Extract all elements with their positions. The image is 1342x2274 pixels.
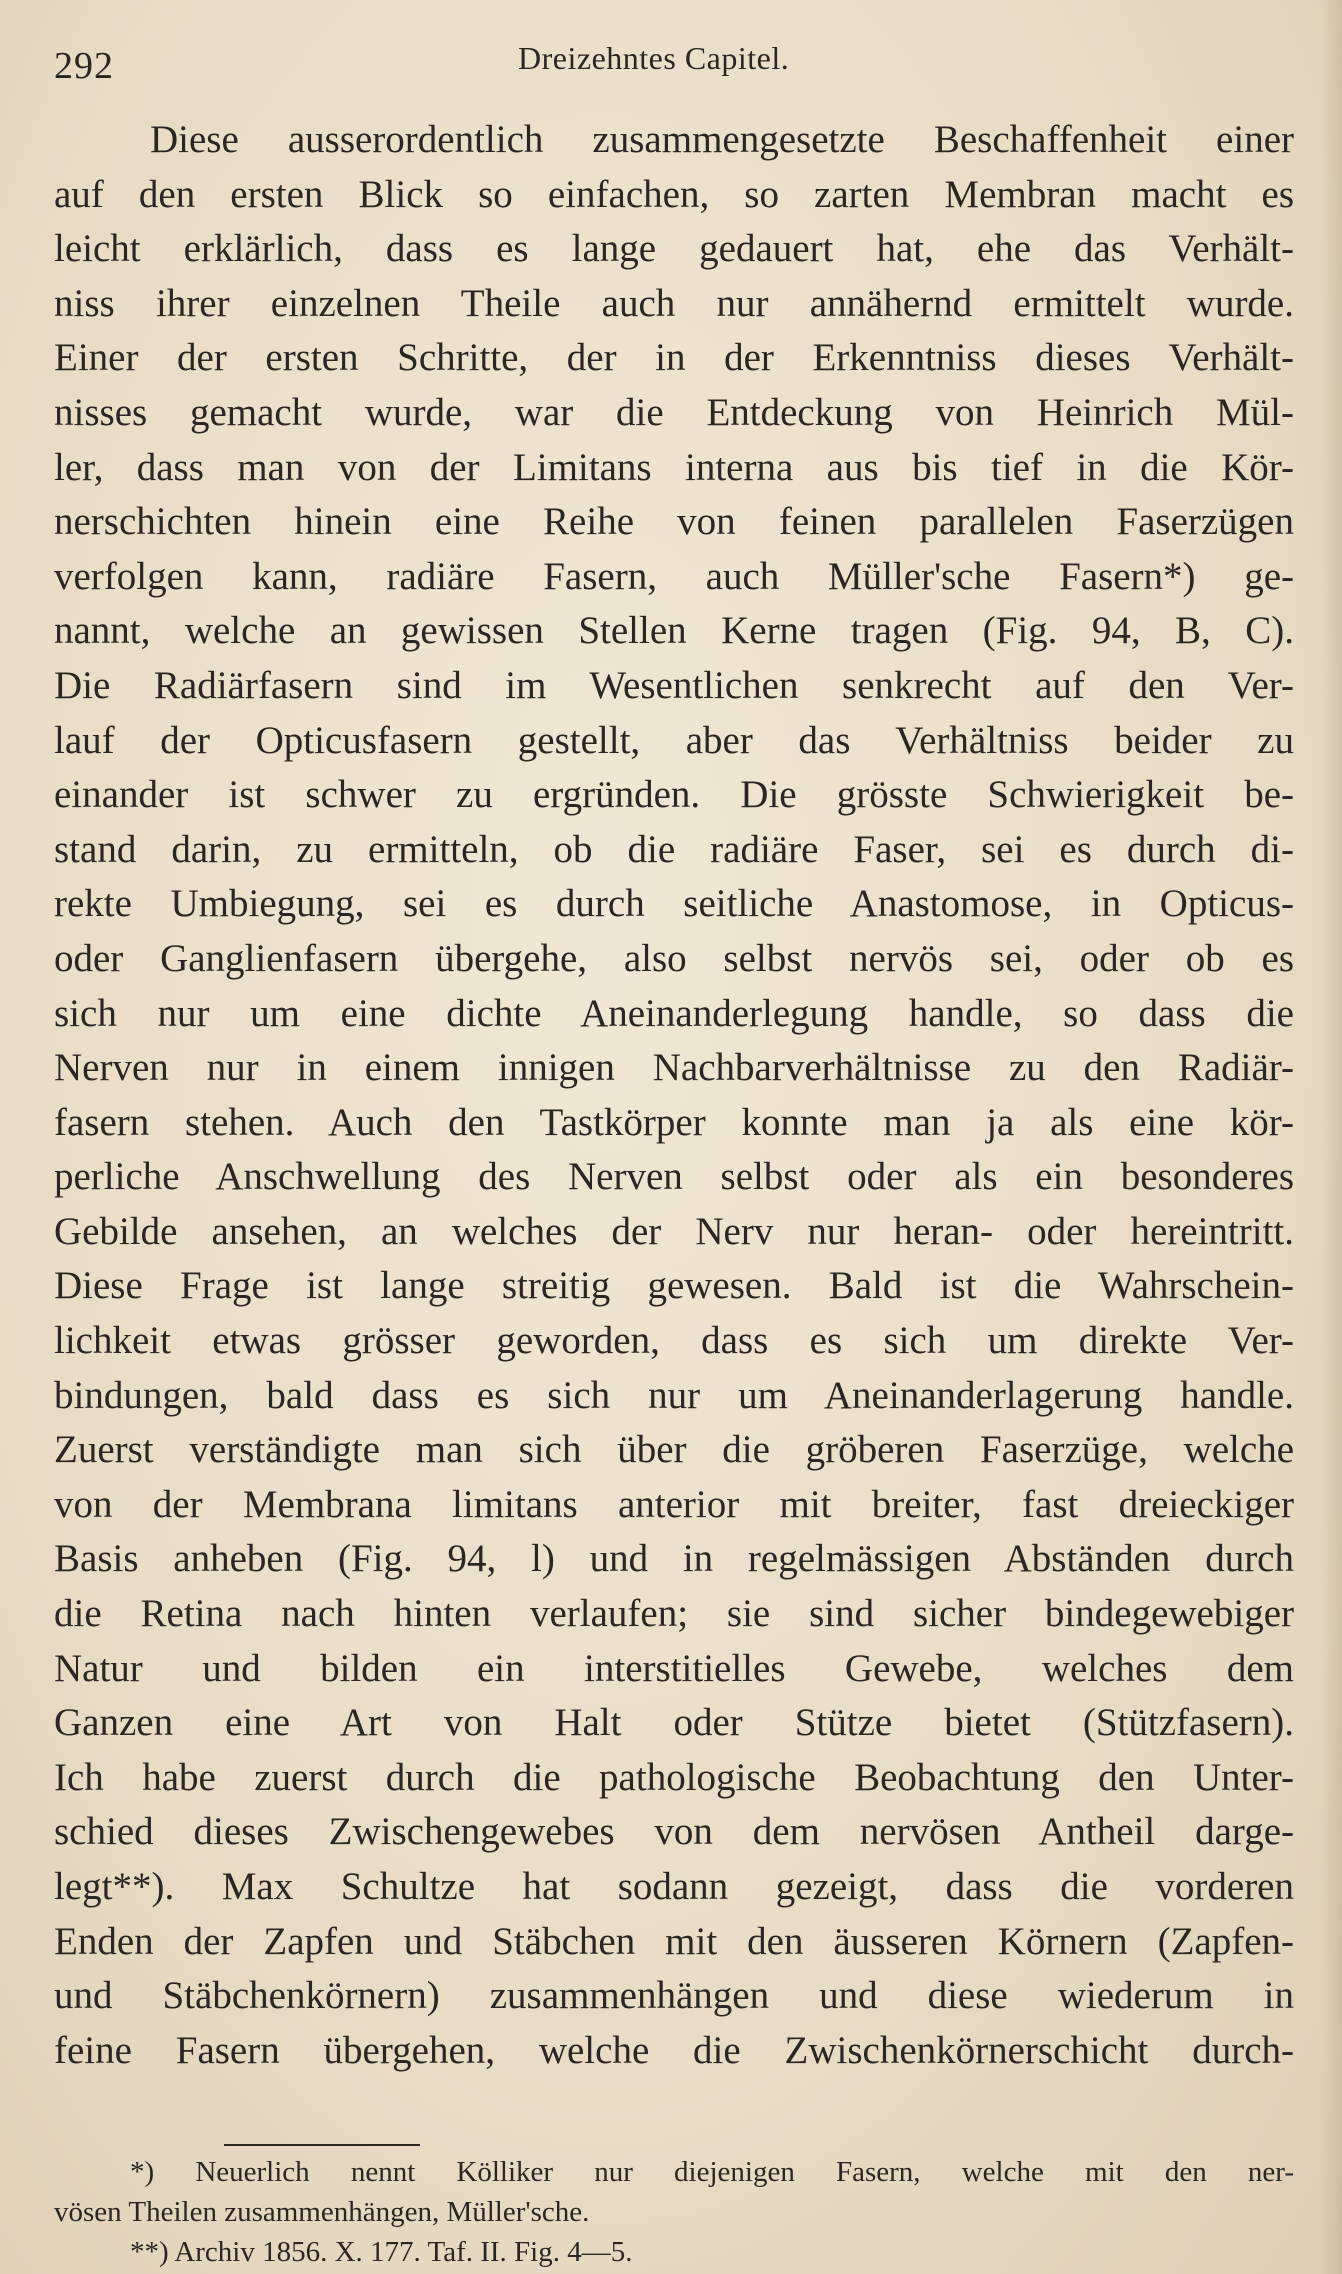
text-line: nisses gemacht wurde, war die Entdeckung von Heinrich Mül- — [54, 390, 1294, 434]
text-line: verfolgen kann, radiäre Fasern, auch Müller'sche Fasern*) ge- — [54, 554, 1294, 598]
text-line: niss ihrer einzelnen Theile auch nur annähernd ermittelt wurde. — [54, 281, 1294, 325]
text-line: Einer der ersten Schritte, der in der Erkenntniss dieses Verhält- — [54, 336, 1294, 380]
footnote-line: *) Neuerlich nennt Kölliker nur diejenigen Fasern, welche mit den ner- — [130, 2156, 1294, 2188]
running-head: Dreizehntes Capitel. — [518, 40, 790, 76]
text-line: von der Membrana limitans anterior mit breiter, fast dreieckiger — [54, 1482, 1294, 1526]
text-line: Natur und bilden ein interstitielles Gewebe, welches dem — [54, 1646, 1294, 1690]
text-line: lauf der Opticusfasern gestellt, aber das Verhältniss beider zu — [54, 718, 1294, 762]
text-line: leicht erklärlich, dass es lange gedauert hat, ehe das Verhält- — [54, 227, 1294, 271]
text-line: Basis anheben (Fig. 94, l) und in regelmässigen Abständen durch — [54, 1537, 1294, 1581]
text-line: feine Fasern übergehen, welche die Zwischenkörnerschicht durch- — [54, 2028, 1294, 2072]
text-line: ler, dass man von der Limitans interna aus bis tief in die Kör- — [54, 445, 1294, 489]
text-line: fasern stehen. Auch den Tastkörper konnte man ja als eine kör- — [54, 1100, 1294, 1144]
text-line: Die Radiärfasern sind im Wesentlichen senkrecht auf den Ver- — [54, 663, 1294, 707]
text-line: lichkeit etwas grösser geworden, dass es sich um direkte Ver- — [54, 1319, 1294, 1363]
text-line: einander ist schwer zu ergründen. Die grösste Schwierigkeit be- — [54, 773, 1294, 817]
text-line: und Stäbchenkörnern) zusammenhängen und diese wiederum in — [54, 1974, 1294, 2018]
footnote-line: vösen Theilen zusammenhängen, Müller'sche. — [54, 2196, 590, 2228]
text-line: die Retina nach hinten verlaufen; sie sind sicher bindegewebiger — [54, 1592, 1294, 1636]
body-text — [54, 113, 1294, 2078]
footnote-divider — [224, 2144, 420, 2146]
text-line: schied dieses Zwischengewebes von dem nervösen Antheil darge- — [54, 1810, 1294, 1854]
text-line: nannt, welche an gewissen Stellen Kerne tragen (Fig. 94, B, C). — [54, 609, 1294, 653]
text-line: nerschichten hinein eine Reihe von feinen parallelen Faserzügen — [54, 500, 1294, 544]
text-line: perliche Anschwellung des Nerven selbst oder als ein besonderes — [54, 1155, 1294, 1199]
text-line: Nerven nur in einem innigen Nachbarverhältnisse zu den Radiär- — [54, 1046, 1294, 1090]
text-line: Zuerst verständigte man sich über die gröberen Faserzüge, welche — [54, 1428, 1294, 1472]
text-line: legt**). Max Schultze hat sodann gezeigt, dass die vorderen — [54, 1865, 1294, 1908]
footnote-line: **) Archiv 1856. X. 177. Taf. II. Fig. 4—5. — [130, 2236, 633, 2268]
text-line: rekte Umbiegung, sei es durch seitliche Anastomose, in Opticus- — [54, 882, 1294, 926]
text-line: stand darin, zu ermitteln, ob die radiäre Faser, sei es durch di- — [54, 827, 1294, 871]
text-line: sich nur um eine dichte Aneinanderlegung handle, so dass die — [54, 991, 1294, 1035]
text-line: auf den ersten Blick so einfachen, so zarten Membran macht es — [54, 172, 1294, 216]
text-line: Diese ausserordentlich zusammengesetzte Beschaffenheit einer — [150, 118, 1294, 161]
footnotes — [54, 2152, 1294, 2272]
page-number: 292 — [54, 45, 114, 87]
text-line: Gebilde ansehen, an welches der Nerv nur heran- oder hereintritt. — [54, 1209, 1294, 1253]
page-header — [54, 38, 1294, 90]
text-line: Diese Frage ist lange streitig gewesen. Bald ist die Wahrschein- — [54, 1264, 1294, 1308]
text-line: oder Ganglienfasern übergehe, also selbst nervös sei, oder ob es — [54, 936, 1294, 980]
text-line: Enden der Zapfen und Stäbchen mit den äusseren Körnern (Zapfen- — [54, 1919, 1294, 1963]
text-line: Ganzen eine Art von Halt oder Stütze bietet (Stützfasern). — [54, 1701, 1294, 1745]
text-line: Ich habe zuerst durch die pathologische Beobachtung den Unter- — [54, 1755, 1294, 1799]
text-line: bindungen, bald dass es sich nur um Aneinanderlagerung handle. — [54, 1373, 1294, 1417]
page-edge-shadow — [1320, 0, 1342, 2274]
